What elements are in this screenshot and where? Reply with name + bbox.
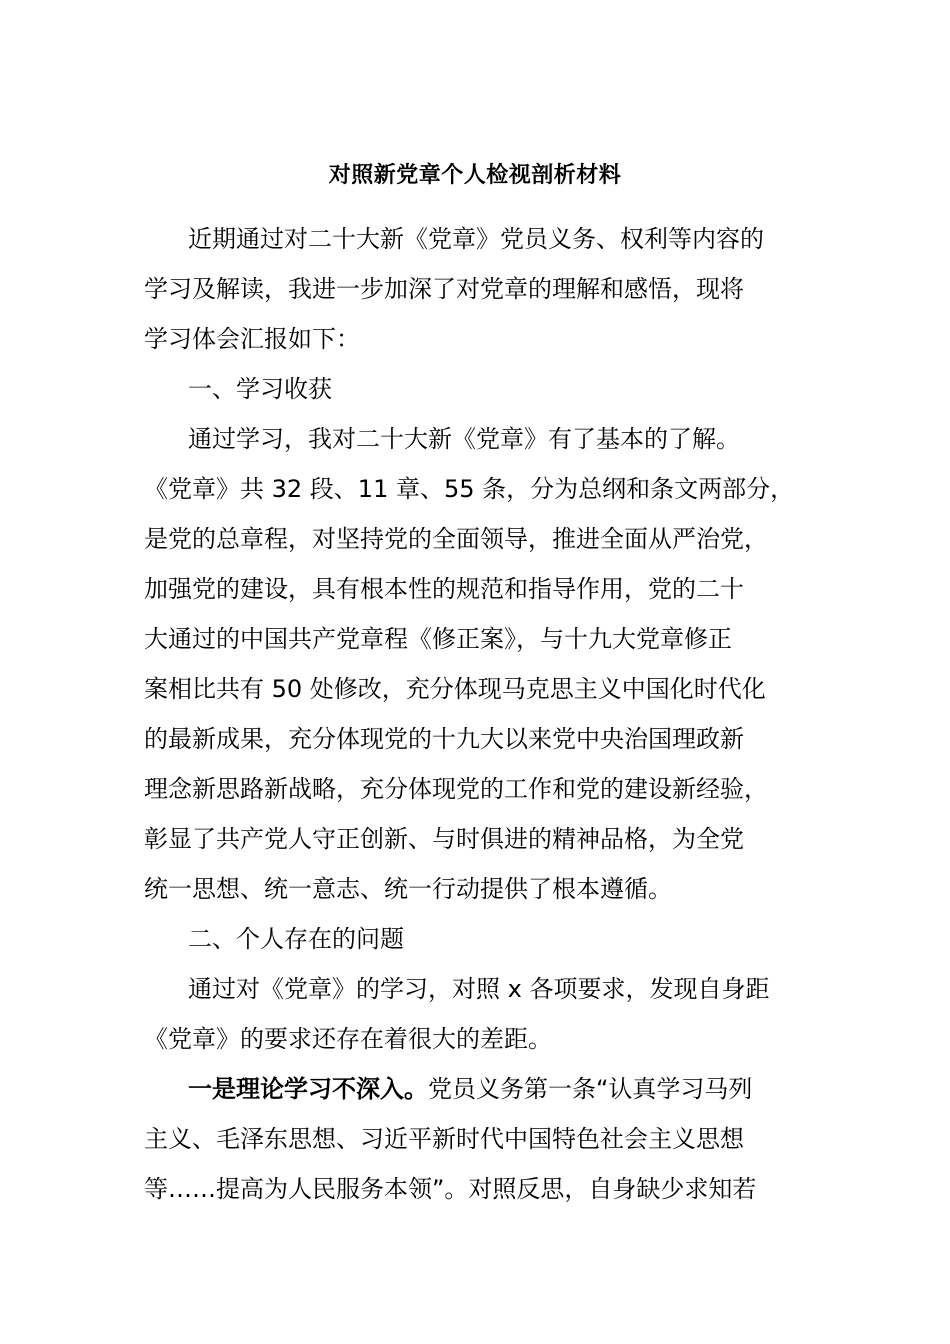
text-line (144, 464, 814, 514)
document-body (144, 214, 814, 1214)
text-line (144, 614, 814, 664)
line-text: 大通过的中国共产党章程《修正案》，与十九大党章修正 (144, 625, 732, 653)
text-line (144, 1164, 814, 1214)
text-line (144, 964, 814, 1014)
line-text: 彰显了共产党人守正创新、与时俱进的精神品格，为全党 (144, 825, 744, 853)
text-line (144, 764, 814, 814)
text-line (144, 314, 814, 364)
text-line (144, 214, 814, 264)
line-text: 《党章》共 32 段、11 章、55 条，分为总纲和条文两部分， (144, 475, 795, 503)
line-text: 通过对《党章》的学习，对照 x 各项要求，发现自身距 (188, 975, 770, 1003)
line-text: 案相比共有 50 处修改，充分体现马克思主义中国化时代化 (144, 675, 766, 703)
line-text: 党员义务第一条“认真学习马列 (428, 1075, 753, 1103)
line-text: 理念新思路新战略，充分体现党的工作和党的建设新经验， (144, 775, 768, 803)
text-line (144, 1114, 814, 1164)
text-line (144, 914, 814, 964)
text-line (144, 664, 814, 714)
text-line (144, 1064, 814, 1114)
text-line (144, 864, 814, 914)
text-line (144, 714, 814, 764)
bold-lead-phrase: 一是理论学习不深入。 (188, 1075, 428, 1103)
line-text: 学习体会汇报如下： (144, 325, 360, 353)
text-line (144, 814, 814, 864)
line-text: 主义、毛泽东思想、习近平新时代中国特色社会主义思想 (144, 1125, 744, 1153)
line-text: 一、学习收获 (188, 375, 332, 403)
line-text: 近期通过对二十大新《党章》党员义务、权利等内容的 (188, 225, 764, 253)
text-line (144, 1014, 814, 1064)
text-line (144, 414, 814, 464)
document-title: 对照新党章个人检视剖析材料 (328, 163, 622, 188)
text-line (144, 364, 814, 414)
line-text: 的最新成果，充分体现党的十九大以来党中央治国理政新 (144, 725, 744, 753)
line-text: 统一思想、统一意志、统一行动提供了根本遵循。 (144, 875, 672, 903)
line-text: 二、个人存在的问题 (188, 925, 404, 953)
line-text: 学习及解读，我进一步加深了对党章的理解和感悟，现将 (144, 275, 744, 303)
line-text: 《党章》的要求还存在着很大的差距。 (144, 1025, 552, 1053)
line-text: 等……提高为人民服务本领”。对照反思，自身缺少求知若 (144, 1175, 757, 1203)
line-text: 是党的总章程，对坚持党的全面领导，推进全面从严治党， (144, 525, 768, 553)
text-line (144, 264, 814, 314)
text-line (144, 514, 814, 564)
text-line (144, 564, 814, 614)
line-text: 通过学习，我对二十大新《党章》有了基本的了解。 (188, 425, 740, 453)
line-text: 加强党的建设，具有根本性的规范和指导作用，党的二十 (144, 575, 744, 603)
